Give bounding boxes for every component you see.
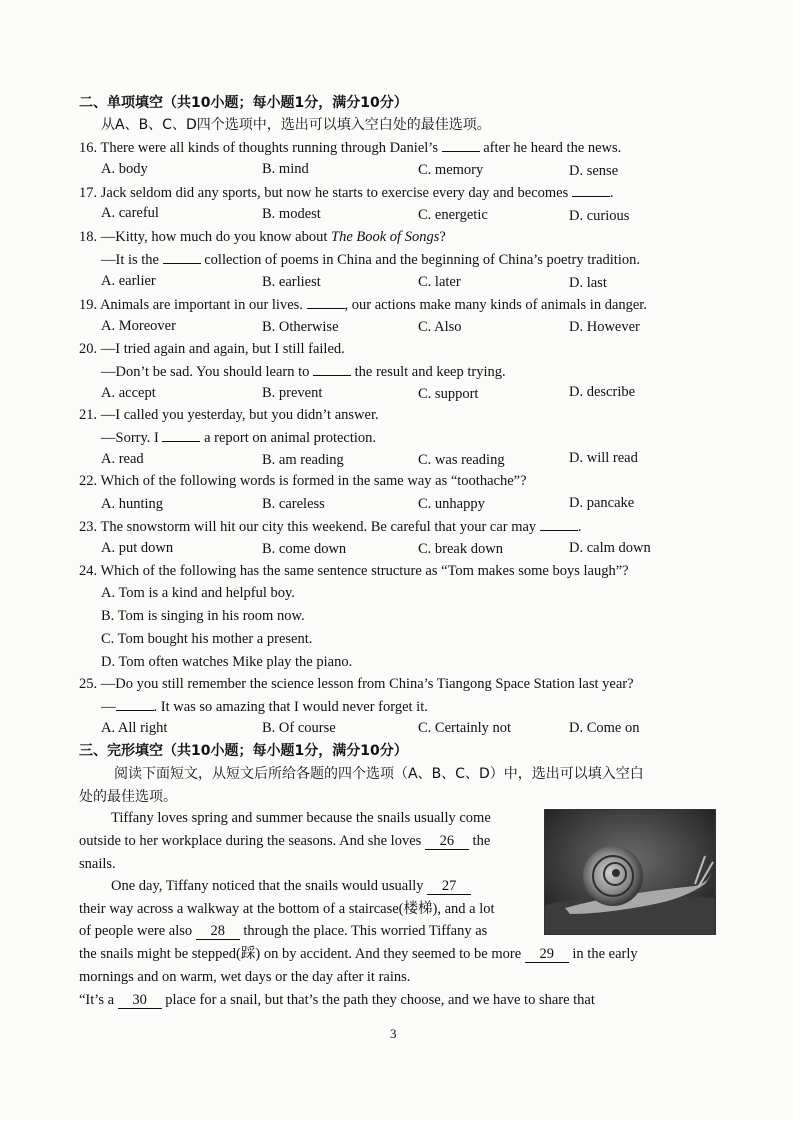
passage-line-8: mornings and on warm, wet days or the day after it rains. (79, 969, 411, 985)
option-d: D. will read (569, 450, 638, 466)
option-c: C. Tom bought his mother a present. (101, 631, 313, 647)
passage-line-3: snails. (79, 856, 116, 872)
option-d: D. pancake (569, 495, 635, 511)
option-d: D. However (569, 319, 640, 335)
passage-line-1: Tiffany loves spring and summer because the snails usually come (111, 810, 491, 826)
option-c: C. Also (418, 319, 462, 335)
answer-blank[interactable] (307, 294, 345, 309)
passage-line-4: One day, Tiffany noticed that the snails would usually 27 (111, 876, 471, 896)
snail-photo (544, 809, 716, 935)
option-a: A. earlier (101, 273, 156, 289)
option-b: B. come down (262, 541, 347, 557)
question-16: 16. There were all kinds of thoughts running through Daniel’s after he heard the news. (79, 137, 621, 158)
blank-28[interactable]: 28 (196, 923, 240, 940)
option-a: A. accept (101, 385, 156, 401)
option-c: C. Certainly not (418, 720, 512, 736)
answer-blank[interactable] (313, 361, 351, 376)
question-18-line-2: —It is the collection of poems in China and the beginning of China’s poetry tradition. (101, 249, 640, 270)
option-b: B. prevent (262, 385, 323, 401)
passage-line-7: the snails might be stepped(踩) on by accident. And they seemed to be more 29 in the early (79, 946, 638, 962)
section-2-instruction: 从A、B、C、D四个选项中，选出可以填入空白处的最佳选项。 (101, 117, 491, 133)
option-d: D. describe (569, 384, 636, 400)
option-c: C. memory (418, 162, 484, 178)
option-b: B. mind (262, 161, 309, 177)
option-c: C. break down (418, 541, 503, 557)
option-d: D. curious (569, 208, 630, 224)
option-b: B. Otherwise (262, 319, 339, 335)
answer-blank[interactable] (540, 516, 578, 531)
option-a: A. Tom is a kind and helpful boy. (101, 585, 295, 601)
option-a: A. read (101, 451, 144, 467)
option-d: D. calm down (569, 540, 651, 556)
section-3-instruction-line-1: 阅读下面短文，从短文后所给各题的四个选项（A、B、C、D）中，选出可以填入空白 (114, 766, 644, 782)
passage-line-2: outside to her workplace during the seasons. And she loves 26 the (79, 833, 491, 849)
option-b: B. earliest (262, 274, 321, 290)
blank-29[interactable]: 29 (525, 946, 569, 963)
blank-27[interactable]: 27 (427, 878, 471, 895)
section-3-title: 三、完形填空（共10小题；每小题1分，满分10分） (79, 743, 408, 759)
answer-blank[interactable] (163, 249, 201, 264)
option-b: B. Of course (262, 720, 336, 736)
option-c: C. was reading (418, 452, 505, 468)
option-c: C. unhappy (418, 496, 485, 512)
question-18: 18. —Kitty, how much do you know about The Book of Songs? (79, 229, 446, 245)
question-22: 22. Which of the following words is formed in the same way as “toothache”? (79, 473, 527, 489)
option-a: A. careful (101, 205, 159, 221)
question-24: 24. Which of the following has the same sentence structure as “Tom makes some boys laugh”? (79, 563, 629, 579)
option-d: D. Come on (569, 720, 640, 736)
option-d: D. Tom often watches Mike play the piano. (101, 654, 353, 670)
question-21-line-2: —Sorry. I a report on animal protection. (101, 427, 376, 448)
question-17: 17. Jack seldom did any sports, but now he starts to exercise every day and becomes . (79, 182, 614, 203)
option-a: A. Moreover (101, 318, 176, 334)
option-b: B. Tom is singing in his room now. (101, 608, 305, 624)
answer-blank[interactable] (162, 427, 200, 442)
answer-blank[interactable] (442, 137, 480, 152)
option-b: B. modest (262, 206, 321, 222)
question-20-line-2: —Don’t be sad. You should learn to the result and keep trying. (101, 361, 506, 382)
option-a: A. body (101, 161, 148, 177)
page-number: 3 (390, 1026, 397, 1041)
question-19: 19. Animals are important in our lives. , our actions make many kinds of animals in danger. (79, 294, 647, 315)
passage-line-6: of people were also 28 through the place. This worried Tiffany as (79, 923, 488, 939)
answer-blank[interactable] (116, 696, 154, 711)
question-20: 20. —I tried again and again, but I still failed. (79, 341, 345, 357)
blank-30[interactable]: 30 (118, 992, 162, 1009)
option-b: B. am reading (262, 452, 344, 468)
option-b: B. careless (262, 496, 325, 512)
passage-line-5: their way across a walkway at the bottom of a staircase(楼梯), and a lot (79, 901, 495, 917)
option-d: D. last (569, 275, 607, 291)
blank-26[interactable]: 26 (425, 833, 469, 850)
option-d: D. sense (569, 163, 619, 179)
option-c: C. energetic (418, 207, 488, 223)
section-3-instruction-line-2: 处的最佳选项。 (79, 789, 177, 805)
question-21: 21. —I called you yesterday, but you didn’t answer. (79, 407, 379, 423)
question-25: 25. —Do you still remember the science lesson from China’s Tiangong Space Station last year? (79, 676, 634, 692)
question-25-line-2: — . It was so amazing that I would never forget it. (101, 696, 428, 717)
option-a: A. hunting (101, 496, 164, 512)
option-a: A. All right (101, 720, 168, 736)
answer-blank[interactable] (572, 182, 610, 197)
section-2-title: 二、单项填空（共10小题；每小题1分，满分10分） (79, 95, 408, 111)
passage-line-9: “It’s a 30 place for a snail, but that’s the path they choose, and we have to share that (79, 992, 595, 1008)
question-23: 23. The snowstorm will hit our city this weekend. Be careful that your car may . (79, 516, 581, 537)
option-c: C. later (418, 274, 461, 290)
option-a: A. put down (101, 540, 174, 556)
snail-image (545, 810, 715, 934)
option-c: C. support (418, 386, 479, 402)
